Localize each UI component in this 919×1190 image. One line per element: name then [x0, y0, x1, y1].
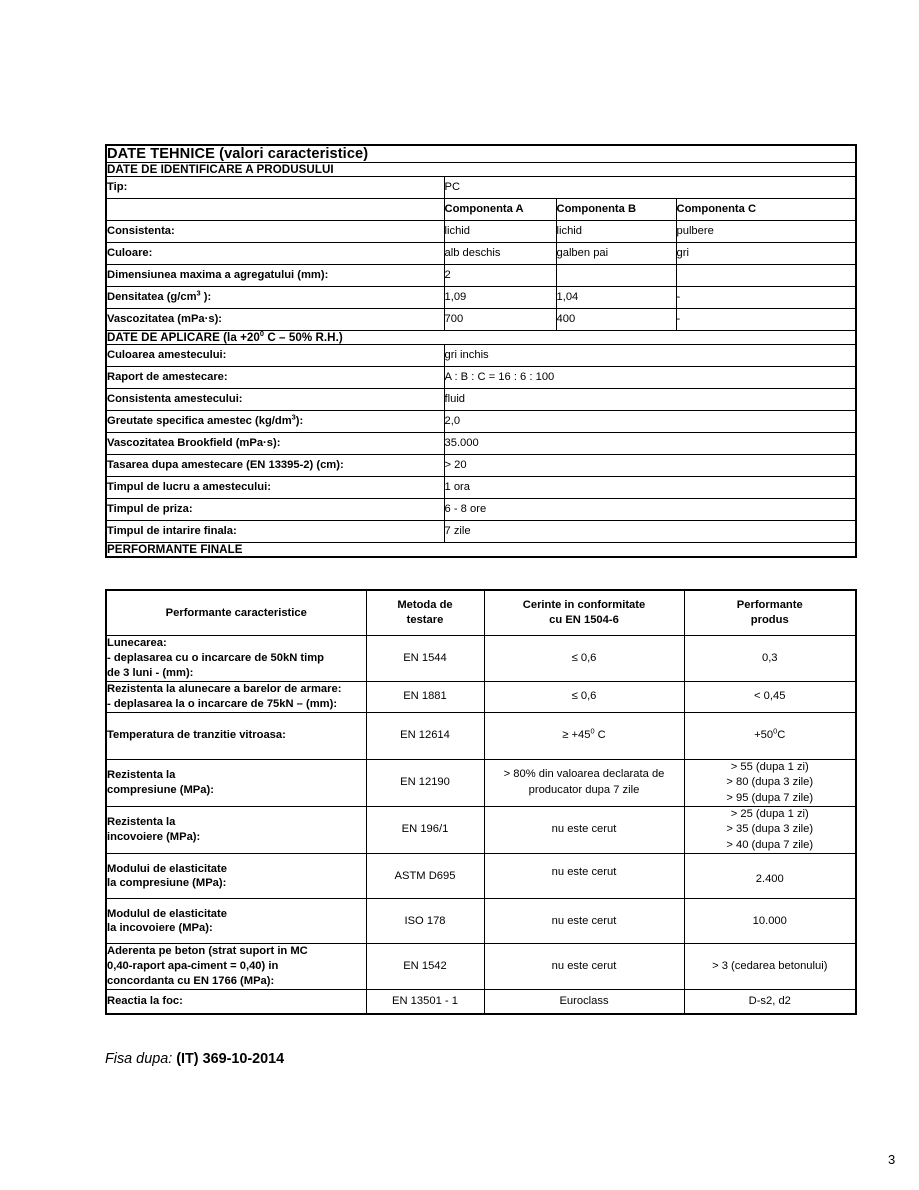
row-requirement: ≤ 0,6 [484, 681, 684, 712]
table-row [106, 499, 856, 521]
component-header-b: Componenta B [556, 199, 676, 221]
table-row [106, 433, 856, 455]
row-requirement: Euroclass [484, 990, 684, 1014]
line: compresiune (MPa): [107, 783, 214, 796]
row-characteristic: Reactia la foc: [106, 990, 366, 1014]
row-label: Vascozitatea Brookfield (mPa·s): [106, 433, 444, 455]
row-value-b: lichid [556, 221, 676, 243]
row-label: Timpul de lucru a amestecului: [106, 477, 444, 499]
line: > 80% din valoarea declarata de [503, 768, 665, 781]
table-row [106, 411, 856, 433]
row-product: 0,3 [684, 636, 856, 682]
row-value-b: 1,04 [556, 287, 676, 309]
row-method: ASTM D695 [366, 854, 484, 899]
section-title-text: DATE DE APLICARE (la +20 [107, 331, 260, 344]
table-row [106, 455, 856, 477]
line: > 95 (dupa 7 zile) [726, 791, 814, 804]
row-requirement: nu este cerut [484, 944, 684, 990]
row-value: 7 zile [444, 521, 856, 543]
row-label: Culoare: [106, 243, 444, 265]
row-characteristic [106, 854, 366, 899]
row-characteristic [106, 899, 366, 944]
superscript: 3 [196, 288, 201, 298]
row-method: EN 1542 [366, 944, 484, 990]
superscript: 3 [291, 412, 296, 422]
row-value-c: pulbere [676, 221, 856, 243]
header-method-line2: testare [406, 614, 444, 627]
row-value: gri inchis [444, 345, 856, 367]
performance-table [105, 589, 857, 1015]
line: Lunecarea: [107, 637, 167, 650]
row-product: D-s2, d2 [684, 990, 856, 1014]
footer-reference [105, 1051, 284, 1067]
line: 0,40-raport apa-ciment = 0,40) in [107, 960, 279, 973]
line: la compresiune (MPa): [107, 877, 227, 890]
row-value-b [556, 265, 676, 287]
section-header-identification [106, 163, 856, 177]
row-requirement [484, 759, 684, 806]
row-label-suffix: ): [295, 415, 304, 428]
row-characteristic [106, 807, 366, 854]
row-label-text: Greutate specifica amestec (kg/dm [107, 415, 292, 428]
section-title-performance: PERFORMANTE FINALE [106, 543, 856, 558]
line: Rezistenta la alunecare a barelor de armare: [107, 682, 342, 695]
line: - deplasarea cu o incarcare de 50kN timp [107, 652, 325, 665]
footer-prefix: Fisa dupa: [105, 1051, 173, 1067]
table-row [106, 759, 856, 806]
row-value: 1 ora [444, 477, 856, 499]
row-method: EN 13501 - 1 [366, 990, 484, 1014]
row-label: Timpul de priza: [106, 499, 444, 521]
row-value-c: - [676, 309, 856, 331]
row-product: < 0,45 [684, 681, 856, 712]
row-characteristic [106, 759, 366, 806]
row-label: Dimensiunea maxima a agregatului (mm): [106, 265, 444, 287]
header-requirement-line1: Cerinte in conformitate [522, 599, 646, 611]
line: Modului de elasticitate [107, 862, 227, 875]
row-product [684, 807, 856, 854]
row-characteristic: Temperatura de tranzitie vitroasa: [106, 712, 366, 759]
row-product: > 3 (cedarea betonului) [684, 944, 856, 990]
section-title-identification: DATE DE IDENTIFICARE A PRODUSULUI [106, 163, 856, 177]
section-title-application [106, 331, 856, 345]
row-value-a: 700 [444, 309, 556, 331]
row-label: Tip: [106, 177, 444, 199]
line: Rezistenta la [107, 816, 176, 829]
section-title-suffix: C – 50% R.H.) [264, 331, 343, 344]
row-method: EN 12190 [366, 759, 484, 806]
table-row [106, 944, 856, 990]
table-row [106, 243, 856, 265]
row-value: PC [444, 177, 856, 199]
header-characteristic: Performante caracteristice [106, 590, 366, 636]
table-row [106, 477, 856, 499]
row-label: Timpul de intarire finala: [106, 521, 444, 543]
row-method: EN 1544 [366, 636, 484, 682]
header-requirement [484, 590, 684, 636]
line: > 25 (dupa 1 zi) [730, 808, 809, 821]
line: Aderenta pe beton (strat suport in MC [107, 945, 308, 958]
superscript: 0 [259, 329, 265, 339]
table-row [106, 177, 856, 199]
table-row [106, 309, 856, 331]
line: > 35 (dupa 3 zile) [726, 823, 814, 836]
row-label: Vascozitatea (mPa·s): [106, 309, 444, 331]
row-requirement: nu este cerut [484, 899, 684, 944]
table-row [106, 221, 856, 243]
line: Rezistenta la [107, 768, 176, 781]
header-method [366, 590, 484, 636]
row-requirement: nu este cerut [484, 807, 684, 854]
row-label [106, 287, 444, 309]
row-value: A : B : C = 16 : 6 : 100 [444, 367, 856, 389]
header-method-line1: Metoda de [397, 599, 453, 611]
row-value-b: 400 [556, 309, 676, 331]
row-value: 6 - 8 ore [444, 499, 856, 521]
table-row [106, 899, 856, 944]
technical-data-table [105, 144, 857, 558]
line: producator dupa 7 zile [528, 783, 640, 796]
line: > 40 (dupa 7 zile) [726, 838, 814, 851]
empty-cell [106, 199, 444, 221]
row-label: Raport de amestecare: [106, 367, 444, 389]
table-row [106, 636, 856, 682]
row-label-suffix: ): [200, 291, 212, 304]
table-row [106, 389, 856, 411]
table-title-row [106, 145, 856, 163]
row-product: 2.400 [684, 854, 856, 899]
header-product-line2: produs [750, 614, 789, 627]
table-row [106, 990, 856, 1014]
component-header-c: Componenta C [676, 199, 856, 221]
section-header-application [106, 331, 856, 345]
line: concordanta cu EN 1766 (MPa): [107, 975, 275, 988]
page-number: 3 [888, 1152, 896, 1167]
row-value-c: gri [676, 243, 856, 265]
table-row [106, 367, 856, 389]
row-value: 35.000 [444, 433, 856, 455]
table-row [106, 521, 856, 543]
header-product [684, 590, 856, 636]
row-value-a: 2 [444, 265, 556, 287]
component-header-a: Componenta A [444, 199, 556, 221]
row-requirement: nu este cerut [484, 854, 684, 899]
line: > 80 (dupa 3 zile) [726, 776, 814, 789]
line: de 3 luni - (mm): [107, 667, 194, 679]
row-label-text: Densitatea (g/cm [107, 291, 197, 304]
row-method: EN 196/1 [366, 807, 484, 854]
component-header-row [106, 199, 856, 221]
row-product: 10.000 [684, 899, 856, 944]
row-requirement: ≤ 0,6 [484, 636, 684, 682]
section-header-performance [106, 543, 856, 558]
table-row [106, 265, 856, 287]
row-value: 2,0 [444, 411, 856, 433]
row-product [684, 759, 856, 806]
row-label: Consistenta: [106, 221, 444, 243]
row-value-a: 1,09 [444, 287, 556, 309]
table-row [106, 681, 856, 712]
table-row [106, 287, 856, 309]
table-row [106, 807, 856, 854]
table-row [106, 854, 856, 899]
row-characteristic [106, 681, 366, 712]
page-title: DATE TEHNICE (valori caracteristice) [106, 145, 856, 163]
line: Modulul de elasticitate [107, 907, 227, 920]
row-characteristic [106, 944, 366, 990]
row-label: Culoarea amestecului: [106, 345, 444, 367]
row-value-a: alb deschis [444, 243, 556, 265]
row-label: Consistenta amestecului: [106, 389, 444, 411]
row-value-b: galben pai [556, 243, 676, 265]
row-method: EN 12614 [366, 712, 484, 759]
row-value-a: lichid [444, 221, 556, 243]
row-characteristic [106, 636, 366, 682]
row-label: Tasarea dupa amestecare (EN 13395-2) (cm): [106, 455, 444, 477]
line: incovoiere (MPa): [107, 831, 201, 844]
row-method: EN 1881 [366, 681, 484, 712]
line: - deplasarea la o incarcare de 75kN – (mm): [107, 697, 338, 710]
header-product-line1: Performante [736, 599, 803, 611]
row-product: $+50^0C$ [684, 712, 856, 759]
row-label [106, 411, 444, 433]
row-requirement: ≥ $+45^0$ C [484, 712, 684, 759]
row-method: ISO 178 [366, 899, 484, 944]
row-value: > 20 [444, 455, 856, 477]
header-requirement-line2: cu EN 1504-6 [549, 614, 619, 627]
performance-header-row [106, 590, 856, 636]
footer-reference-code: (IT) 369-10-2014 [176, 1051, 285, 1067]
table-row [106, 712, 856, 759]
row-value-c: - [676, 287, 856, 309]
line: > 55 (dupa 1 zi) [730, 760, 809, 773]
line: la incovoiere (MPa): [107, 922, 213, 935]
row-value: fluid [444, 389, 856, 411]
row-value-c [676, 265, 856, 287]
table-row [106, 345, 856, 367]
